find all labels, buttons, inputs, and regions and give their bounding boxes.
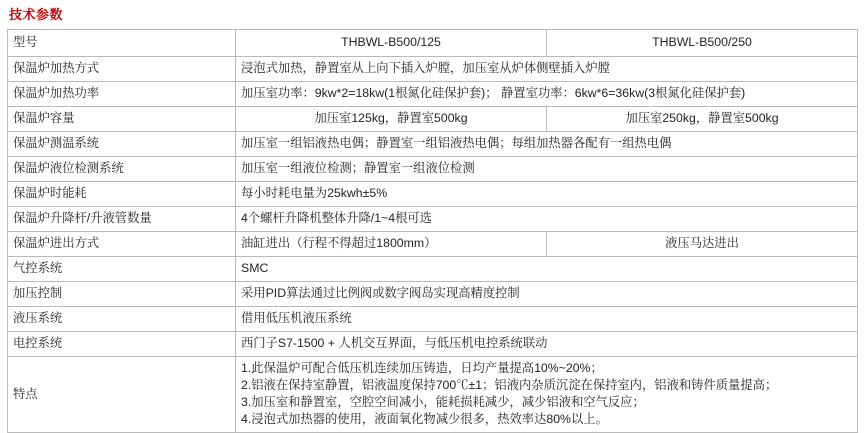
specifications-table bbox=[7, 29, 858, 433]
row-label: 保温炉时能耗 bbox=[8, 182, 236, 207]
table-row bbox=[8, 232, 858, 257]
row-label: 液压系统 bbox=[8, 307, 236, 332]
row-label: 保温炉测温系统 bbox=[8, 132, 236, 157]
features-list bbox=[236, 357, 858, 433]
row-value-a: 加压室125kg，静置室500kg bbox=[236, 107, 547, 132]
row-value: 加压室一组液位检测；静置室一组液位检测 bbox=[236, 157, 858, 182]
feature-item: 1.此保温炉可配合低压机连续加压铸造，日均产量提高10%~20%； bbox=[241, 361, 603, 375]
row-label: 保温炉加热功率 bbox=[8, 82, 236, 107]
table-row bbox=[8, 207, 858, 232]
row-label: 气控系统 bbox=[8, 257, 236, 282]
row-value-b: 加压室250kg，静置室500kg bbox=[547, 107, 858, 132]
header-model-b-cell: THBWL-B500/250 bbox=[547, 30, 858, 57]
row-value: 4个螺杆升降机整体升降/1~4根可选 bbox=[236, 207, 858, 232]
feature-item: 2.铝液在保持室静置，铝液温度保持700℃±1；铝液内杂质沉淀在保持室内，铝液和铸件质量提高； bbox=[241, 378, 778, 392]
row-value: 加压室一组铝液热电偶；静置室一组铝液热电偶；每组加热器各配有一组热电偶 bbox=[236, 132, 858, 157]
features-row bbox=[8, 357, 858, 433]
table-header-row bbox=[8, 30, 858, 57]
row-value: 加压室功率：9kw*2=18kw(1根氮化硅保护套)； 静置室功率：6kw*6=36kw(3根氮化硅保护套) bbox=[236, 82, 858, 107]
header-model-a-cell: THBWL-B500/125 bbox=[236, 30, 547, 57]
table-row bbox=[8, 332, 858, 357]
features-label: 特点 bbox=[8, 357, 236, 433]
table-row bbox=[8, 307, 858, 332]
feature-item: 3.加压室和静置室，空腔空间减小，能耗损耗减少，减少铝液和空气反应； bbox=[241, 395, 645, 409]
row-value: 采用PID算法通过比例阀或数字阀岛实现高精度控制 bbox=[236, 282, 858, 307]
row-value: 浸泡式加热，静置室从上向下插入炉膛，加压室从炉体侧壁插入炉膛 bbox=[236, 57, 858, 82]
table-row bbox=[8, 57, 858, 82]
row-value: SMC bbox=[236, 257, 858, 282]
row-label: 保温炉加热方式 bbox=[8, 57, 236, 82]
table-row bbox=[8, 132, 858, 157]
row-value-b: 液压马达进出 bbox=[547, 232, 858, 257]
page-title: 技术参数 bbox=[9, 7, 64, 22]
row-label: 电控系统 bbox=[8, 332, 236, 357]
row-value: 西门子S7-1500 + 人机交互界面，与低压机电控系统联动 bbox=[236, 332, 858, 357]
row-label: 保温炉升降杆/升液管数量 bbox=[8, 207, 236, 232]
row-value: 每小时耗电量为25kwh±5% bbox=[236, 182, 858, 207]
table-row bbox=[8, 282, 858, 307]
table-row bbox=[8, 107, 858, 132]
table-row bbox=[8, 257, 858, 282]
table-row bbox=[8, 82, 858, 107]
row-label: 保温炉容量 bbox=[8, 107, 236, 132]
table-row bbox=[8, 157, 858, 182]
header-label-cell: 型号 bbox=[8, 30, 236, 57]
table-body bbox=[8, 30, 858, 433]
table-row bbox=[8, 182, 858, 207]
row-value-a: 油缸进出（行程不得超过1800mm） bbox=[236, 232, 547, 257]
row-label: 加压控制 bbox=[8, 282, 236, 307]
row-label: 保温炉液位检测系统 bbox=[8, 157, 236, 182]
row-label: 保温炉进出方式 bbox=[8, 232, 236, 257]
row-value: 借用低压机液压系统 bbox=[236, 307, 858, 332]
feature-item: 4.浸泡式加热器的使用，液面氧化物减少很多，热效率达80%以上。 bbox=[241, 412, 608, 426]
